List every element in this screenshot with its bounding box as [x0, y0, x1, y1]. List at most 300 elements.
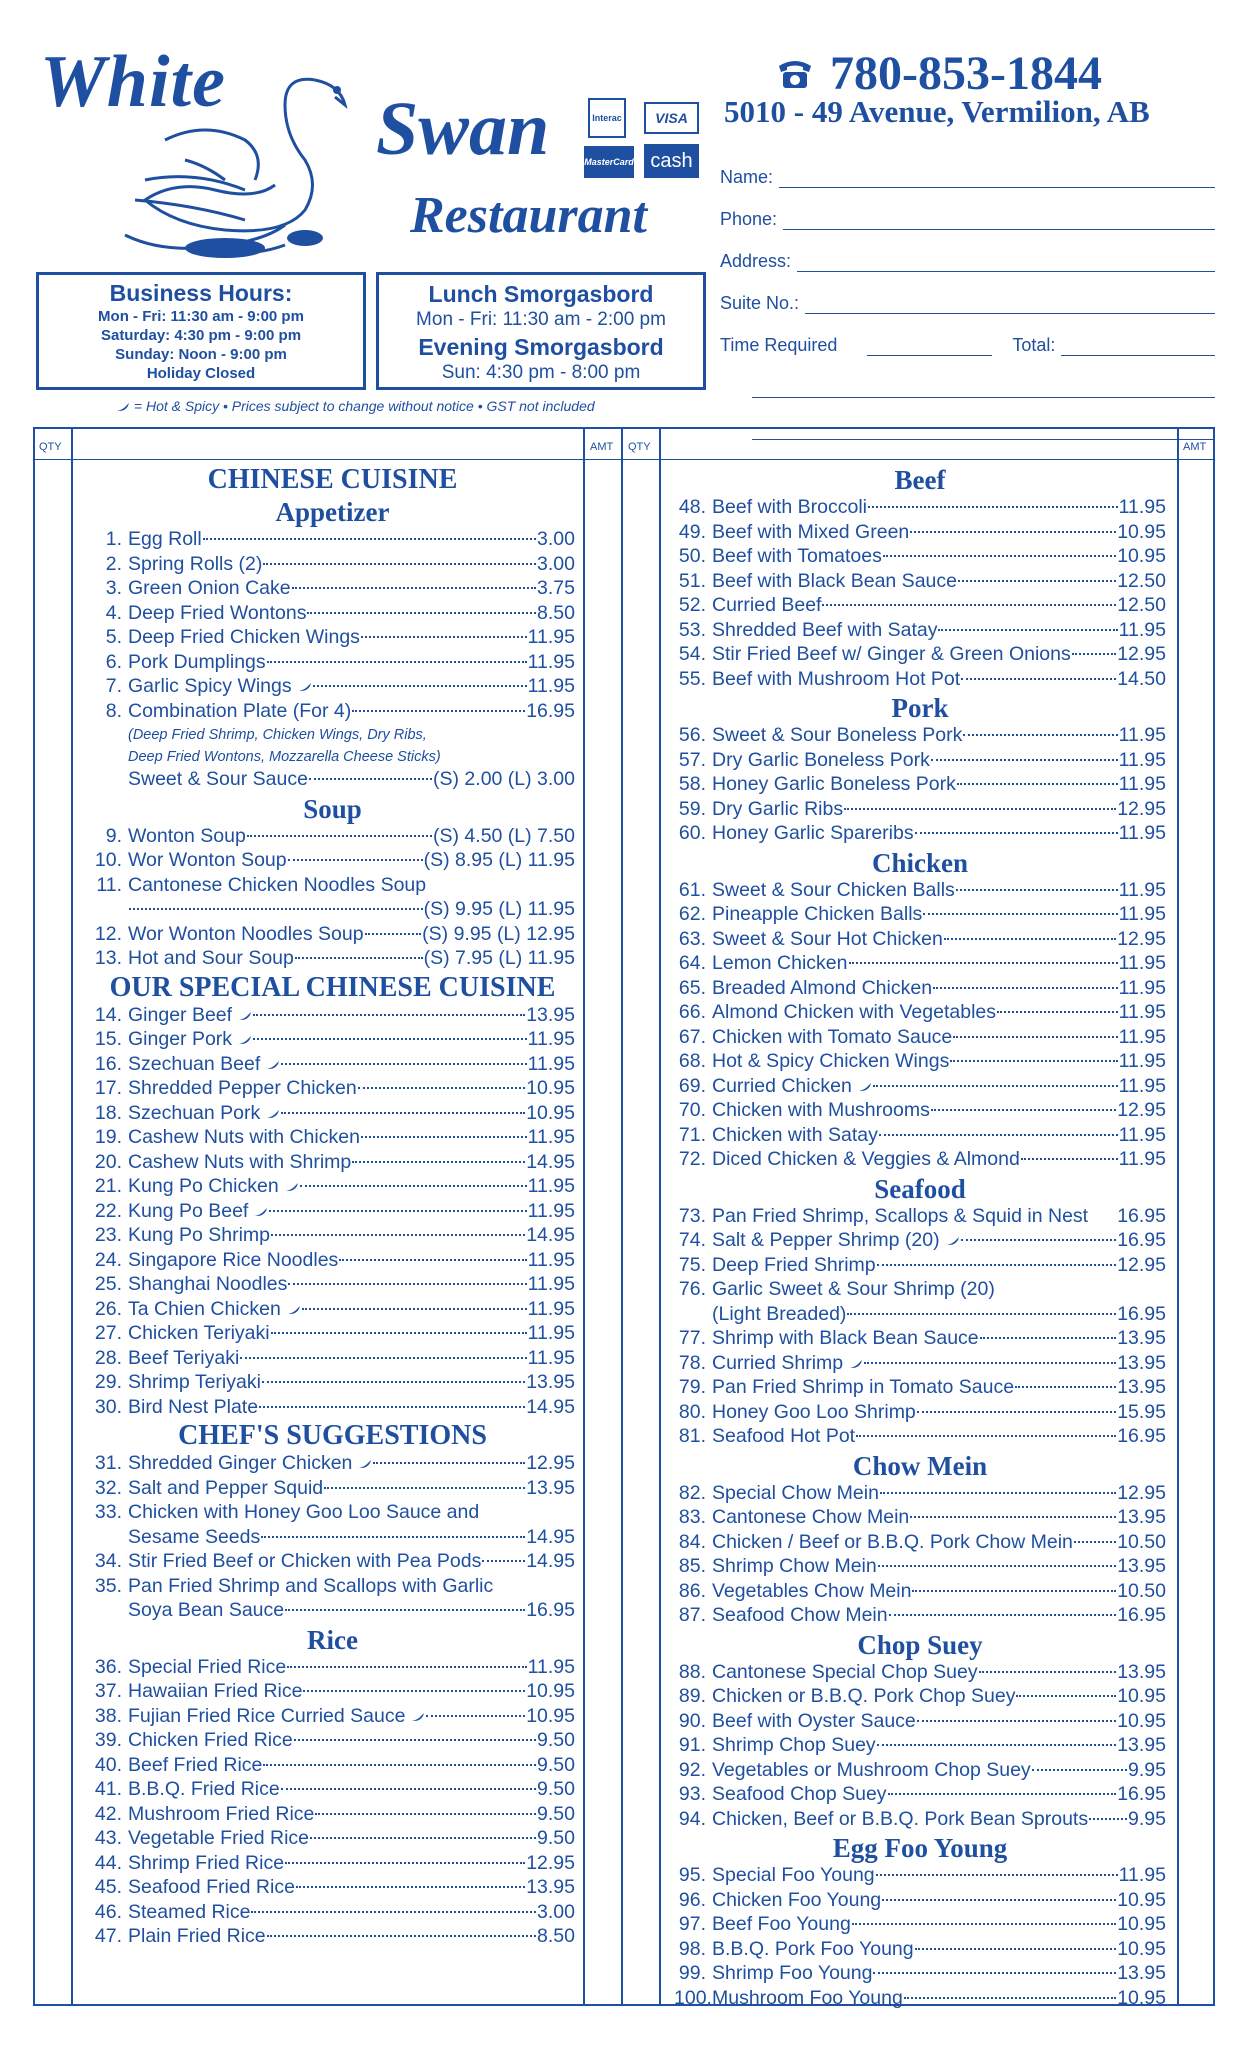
menu-item[interactable] [674, 1710, 1166, 1735]
item-number: 11. [96, 873, 122, 896]
menu-item[interactable] [674, 1604, 1166, 1629]
item-name: B.B.Q. Fried Rice [128, 1778, 280, 1800]
item-price: 12.50 [1117, 569, 1166, 592]
chili-pepper-icon [409, 1712, 425, 1722]
item-price: 11.95 [527, 1248, 575, 1271]
item-price: 3.00 [537, 528, 575, 550]
dot-leader [1021, 1158, 1118, 1160]
menu-item[interactable] [90, 1200, 575, 1225]
menu-item[interactable] [674, 521, 1166, 546]
item-name: Chicken with Tomato Sauce [712, 1025, 953, 1048]
item-price: 12.95 [526, 1452, 575, 1474]
menu-item[interactable] [90, 1452, 575, 1477]
menu-item[interactable] [674, 1506, 1166, 1531]
address-field[interactable] [797, 258, 1215, 272]
name-field[interactable] [779, 174, 1215, 188]
form-row-name [720, 146, 1215, 188]
item-name: Curried Shrimp [712, 1351, 844, 1374]
menu-item[interactable] [674, 1026, 1166, 1051]
menu-item[interactable] [90, 1004, 575, 1029]
dot-leader [203, 538, 536, 540]
dot-leader [888, 1793, 1117, 1795]
payment-methods [580, 98, 700, 178]
dot-leader [856, 1435, 1116, 1437]
dot-leader [240, 1357, 526, 1359]
menu-item[interactable] [674, 1531, 1166, 1556]
item-price: 9.50 [537, 1729, 575, 1751]
item-name: Bird Nest Plate [128, 1395, 259, 1418]
dot-leader [997, 1011, 1118, 1013]
item-name: Chicken, Beef or B.B.Q. Pork Bean Sprouts [712, 1807, 1089, 1830]
item-price: 9.50 [537, 1778, 575, 1800]
menu-item[interactable] [90, 768, 575, 793]
menu-item[interactable] [674, 1303, 1166, 1328]
menu-item[interactable] [90, 1077, 575, 1102]
menu-item[interactable] [90, 849, 575, 874]
menu-item[interactable] [674, 952, 1166, 977]
dot-leader [957, 783, 1118, 785]
item-name: Combination Plate (For 4) [128, 699, 352, 722]
item-price: 10.95 [1117, 1937, 1166, 1960]
item-price: 13.95 [526, 1371, 575, 1393]
dot-leader [288, 859, 423, 861]
menu-item[interactable] [90, 1876, 575, 1901]
menu-item[interactable] [674, 1376, 1166, 1401]
item-name: Beef with Mushroom Hot Pot [712, 667, 961, 690]
item-number: 96. [678, 1888, 706, 1911]
menu-item[interactable] [674, 928, 1166, 953]
menu-item[interactable] [674, 1352, 1166, 1377]
item-number: 62. [678, 903, 706, 925]
item-number: 100. [674, 1986, 712, 2009]
menu-item[interactable] [90, 675, 575, 700]
swan-logo-icon [105, 60, 375, 265]
dot-leader [339, 1259, 526, 1261]
form-row-time-total [720, 314, 1215, 356]
dot-leader [263, 563, 536, 565]
menu-item[interactable] [674, 1482, 1166, 1507]
item-price: 11.95 [1118, 1123, 1166, 1146]
item-number: 70. [678, 1099, 706, 1121]
menu-item[interactable] [674, 822, 1166, 847]
item-name: Hot & Spicy Chicken Wings [712, 1050, 950, 1072]
menu-item[interactable] [674, 1938, 1166, 1963]
menu-item[interactable] [674, 1759, 1166, 1784]
menu-item[interactable] [674, 1075, 1166, 1100]
menu-item[interactable] [674, 773, 1166, 798]
cash-icon: cash [644, 144, 699, 178]
menu-item[interactable] [90, 825, 575, 850]
menu-item[interactable] [90, 1656, 575, 1681]
item-name: Ta Chien Chicken [128, 1297, 281, 1320]
menu-item[interactable] [674, 1327, 1166, 1352]
menu-notes [110, 398, 595, 414]
menu-item[interactable] [674, 1685, 1166, 1710]
dot-leader [262, 1381, 525, 1383]
dot-leader [958, 580, 1116, 582]
menu-item[interactable] [90, 1550, 575, 1575]
dot-leader [931, 759, 1118, 761]
dot-leader [300, 1185, 527, 1187]
menu-item[interactable] [90, 1705, 575, 1730]
menu-item[interactable] [674, 570, 1166, 595]
item-price: 11.95 [527, 1199, 575, 1222]
item-name: Szechuan Pork [128, 1101, 261, 1124]
item-number: 82. [678, 1481, 706, 1504]
dot-leader [915, 1948, 1117, 1950]
menu-item[interactable] [90, 1126, 575, 1151]
item-price: 10.95 [1117, 545, 1166, 567]
dot-leader [878, 1565, 1116, 1567]
menu-item[interactable] [674, 1962, 1166, 1987]
hours-saturday: Saturday: 4:30 pm - 9:00 pm [100, 327, 302, 344]
item-name: Honey Garlic Boneless Pork [712, 773, 956, 795]
menu-item[interactable] [674, 1808, 1166, 1833]
menu-item[interactable] [90, 700, 575, 725]
menu-item[interactable] [674, 619, 1166, 644]
item-number: 81. [678, 1425, 706, 1447]
item-number: 97. [678, 1913, 706, 1935]
form-row-address [720, 230, 1215, 272]
item-name: Stir Fried Beef or Chicken with Pea Pods [128, 1550, 482, 1572]
item-price: 11.95 [1118, 618, 1166, 641]
menu-item[interactable] [90, 1754, 575, 1779]
menu-item[interactable] [90, 1102, 575, 1127]
item-number: 15. [94, 1028, 122, 1050]
item-name: Deep Fried Wontons [128, 601, 307, 624]
menu-item[interactable] [90, 626, 575, 651]
menu-item[interactable] [674, 1401, 1166, 1426]
dot-leader [883, 555, 1116, 557]
menu-item[interactable] [674, 1734, 1166, 1759]
visa-icon: VISA [644, 102, 699, 134]
item-number: 21. [94, 1175, 122, 1197]
menu-item[interactable] [90, 602, 575, 627]
item-name: Szechuan Beef [128, 1052, 261, 1075]
dot-leader [263, 1764, 536, 1766]
dot-leader [933, 987, 1118, 989]
menu-item[interactable] [90, 1575, 575, 1600]
menu-item[interactable] [90, 1827, 575, 1852]
item-price: 11.95 [527, 1655, 575, 1678]
section-title: OUR SPECIAL CHINESE CUISINE [109, 971, 556, 1003]
item-name: Plain Fried Rice [128, 1925, 266, 1947]
dot-leader [1015, 1386, 1116, 1388]
item-name: Hawaiian Fried Rice [128, 1680, 303, 1702]
menu-notes-text: = Hot & Spicy • Prices subject to change without notice • GST not included [133, 398, 595, 414]
item-number: 92. [678, 1758, 706, 1781]
suite-field[interactable] [805, 300, 1215, 314]
item-price: 9.95 [1128, 1807, 1166, 1830]
menu-item[interactable] [90, 1249, 575, 1274]
item-price: 11.95 [1118, 822, 1166, 844]
item-number: 23. [94, 1224, 122, 1246]
menu-item[interactable] [674, 1661, 1166, 1686]
menu-item[interactable] [90, 1925, 575, 1950]
time-field[interactable] [867, 342, 992, 356]
item-number: 35. [94, 1574, 122, 1597]
menu-item[interactable] [674, 1050, 1166, 1075]
dot-leader [822, 604, 1116, 606]
menu-item[interactable] [674, 1889, 1166, 1914]
dot-leader [849, 962, 1118, 964]
menu-item[interactable] [90, 1347, 575, 1372]
menu-item[interactable] [90, 1322, 575, 1347]
menu-item[interactable] [90, 1053, 575, 1078]
item-number: 43. [94, 1827, 122, 1849]
item-price: 13.95 [1117, 1351, 1166, 1374]
item-name: Pan Fried Shrimp, Scallops & Squid in Nest [712, 1204, 1089, 1227]
menu-item[interactable] [90, 528, 575, 553]
menu-item[interactable] [674, 1254, 1166, 1279]
item-name: Pan Fried Shrimp in Tomato Sauce [712, 1376, 1015, 1398]
item-name: Almond Chicken with Vegetables [712, 1001, 996, 1023]
dot-leader [915, 832, 1118, 834]
menu-item[interactable] [90, 553, 575, 578]
dot-leader [358, 1087, 525, 1089]
dot-leader [864, 1362, 1116, 1364]
item-name: Chicken with Mushrooms [712, 1099, 930, 1121]
item-name: Chicken with Satay [712, 1123, 878, 1146]
chili-pepper-icon [285, 1305, 301, 1315]
dot-leader [938, 629, 1117, 631]
item-price: 9.50 [537, 1753, 575, 1776]
item-number: 31. [94, 1452, 122, 1474]
menu-item[interactable] [90, 1501, 575, 1526]
item-number: 53. [678, 618, 706, 641]
item-price: 11.95 [527, 1322, 575, 1344]
dot-leader [267, 1935, 536, 1937]
menu-item[interactable] [90, 947, 575, 972]
item-price: 8.50 [537, 1925, 575, 1947]
menu-item[interactable] [674, 1148, 1166, 1173]
menu-item[interactable] [90, 1298, 575, 1323]
item-price: 10.95 [1117, 1986, 1166, 2009]
item-number: 76. [678, 1278, 706, 1300]
chili-pepper-icon [264, 1060, 280, 1070]
item-price: 11.95 [527, 1297, 575, 1320]
menu-item[interactable] [674, 1001, 1166, 1026]
item-name: Deep Fried Shrimp [712, 1253, 876, 1276]
menu-item[interactable] [674, 1580, 1166, 1605]
menu-item[interactable] [674, 1205, 1166, 1230]
phone-number: 780-853-1844 [830, 47, 1102, 100]
item-name: Fujian Fried Rice Curried Sauce [128, 1704, 406, 1727]
total-field[interactable] [1061, 342, 1215, 356]
menu-item[interactable] [674, 1783, 1166, 1808]
menu-item[interactable] [674, 1278, 1166, 1303]
dot-leader [365, 933, 422, 935]
menu-item[interactable] [674, 643, 1166, 668]
item-price: 3.00 [537, 552, 575, 575]
section-title: Egg Foo Young [832, 1833, 1008, 1863]
menu-item[interactable] [674, 1913, 1166, 1938]
item-number: 24. [94, 1248, 122, 1271]
item-number: 74. [678, 1229, 706, 1251]
item-name: Cantonese Chow Mein [712, 1506, 910, 1528]
item-name: Beef with Oyster Sauce [712, 1709, 916, 1732]
phone-label: Phone: [720, 209, 778, 229]
menu-item[interactable] [674, 903, 1166, 928]
chili-pepper-icon [264, 1109, 280, 1119]
business-hours-title: Business Hours: [109, 280, 293, 306]
item-number: 77. [678, 1327, 706, 1349]
menu-item[interactable] [90, 1599, 575, 1624]
item-price: 10.95 [526, 1704, 575, 1727]
item-name: Chicken or B.B.Q. Pork Chop Suey [712, 1685, 1016, 1707]
item-number: 2. [105, 552, 122, 575]
item-number: 60. [678, 822, 706, 844]
item-name: Spring Rolls (2) [128, 552, 263, 575]
dot-leader [1074, 1541, 1116, 1543]
item-number: 84. [678, 1530, 706, 1553]
menu-item[interactable] [90, 1526, 575, 1551]
item-number: 48. [678, 496, 706, 518]
chili-pepper-icon [252, 1207, 268, 1217]
menu-item[interactable] [90, 1028, 575, 1053]
menu-item[interactable] [90, 1680, 575, 1705]
dot-leader [285, 1609, 525, 1611]
menu-item[interactable] [674, 545, 1166, 570]
dot-leader [1089, 1818, 1127, 1820]
qty-header-right: QTY [628, 441, 651, 453]
item-name: Shredded Beef with Satay [712, 618, 938, 641]
chili-pepper-icon [856, 1082, 872, 1092]
item-price: 3.00 [537, 1900, 575, 1923]
dot-leader [847, 1313, 1116, 1315]
item-price: (S) 2.00 (L) 3.00 [433, 768, 575, 790]
item-price: 11.95 [527, 1273, 575, 1295]
item-name: Kung Po Beef [128, 1199, 249, 1222]
menu-item[interactable] [90, 1371, 575, 1396]
phone-field[interactable] [783, 216, 1215, 230]
section-title: CHEF'S SUGGESTIONS [178, 1420, 487, 1451]
item-number: 12. [94, 922, 122, 945]
item-number: 28. [94, 1346, 122, 1369]
menu-item[interactable] [674, 749, 1166, 774]
extra-field-1[interactable] [752, 384, 1215, 398]
dot-leader [961, 1239, 1117, 1241]
dot-leader [879, 1134, 1118, 1136]
menu-item[interactable] [674, 1987, 1166, 2012]
menu-item[interactable] [90, 1852, 575, 1877]
menu-item[interactable] [90, 874, 575, 899]
dot-leader [1032, 1769, 1127, 1771]
menu-item[interactable] [674, 879, 1166, 904]
menu-item[interactable] [90, 1778, 575, 1803]
dot-leader [963, 734, 1117, 736]
menu-item[interactable] [674, 724, 1166, 749]
menu-item[interactable] [90, 1901, 575, 1926]
column-divider [621, 429, 623, 2004]
menu-item[interactable] [90, 1151, 575, 1176]
menu-item[interactable] [90, 1396, 575, 1421]
item-number: 47. [94, 1925, 122, 1947]
item-name: Soya Bean Sauce [128, 1599, 285, 1621]
item-name: Kung Po Chicken [128, 1175, 279, 1197]
menu-item[interactable] [90, 1803, 575, 1828]
menu-item[interactable] [90, 577, 575, 602]
menu-item[interactable] [674, 1229, 1166, 1254]
menu-item[interactable] [674, 1124, 1166, 1149]
menu-item[interactable] [674, 1864, 1166, 1889]
menu-item[interactable] [674, 668, 1166, 693]
dot-leader [261, 1536, 525, 1538]
menu-item[interactable] [674, 977, 1166, 1002]
dot-leader [917, 1411, 1116, 1413]
menu-item[interactable] [90, 923, 575, 948]
header-rule [35, 459, 1213, 460]
menu-item[interactable] [90, 1729, 575, 1754]
menu-item[interactable] [90, 898, 575, 923]
dot-leader [294, 1739, 536, 1741]
item-number: 14. [94, 1003, 122, 1026]
item-name: Hot and Sour Soup [128, 947, 294, 969]
item-number: 29. [94, 1371, 122, 1393]
item-number: 50. [678, 545, 706, 567]
mastercard-icon: MasterCard [584, 146, 634, 178]
evening-smorgasbord-title: Evening Smorgasbord [418, 334, 664, 360]
item-price: (S) 7.95 (L) 11.95 [423, 947, 575, 969]
dot-leader [281, 1788, 536, 1790]
item-name: (Light Breaded) [712, 1302, 847, 1325]
menu-item[interactable] [674, 1099, 1166, 1124]
menu-item[interactable] [90, 1175, 575, 1200]
section-title: CHINESE CUISINE [207, 464, 458, 495]
item-price: 14.95 [526, 1224, 575, 1246]
menu-item[interactable] [674, 798, 1166, 823]
item-price: 11.95 [1118, 724, 1166, 746]
item-number: 37. [94, 1680, 122, 1702]
item-number: 80. [678, 1400, 706, 1423]
menu-item[interactable] [90, 1477, 575, 1502]
item-price: 10.95 [1117, 520, 1166, 543]
dot-leader [426, 1715, 525, 1717]
dot-leader [271, 1234, 525, 1236]
dot-leader [873, 1972, 1116, 1974]
menu-item[interactable] [90, 651, 575, 676]
item-name: Beef Teriyaki [128, 1346, 240, 1369]
order-form [720, 146, 1215, 440]
item-number: 38. [94, 1704, 122, 1727]
item-price: 11.95 [527, 626, 575, 648]
amt-divider-left [583, 429, 585, 2004]
section-title: Chicken [871, 847, 969, 878]
item-number: 33. [94, 1501, 122, 1523]
item-price: 13.95 [1117, 1376, 1166, 1398]
menu-item[interactable] [674, 594, 1166, 619]
menu-item[interactable] [674, 496, 1166, 521]
dot-leader [253, 1038, 527, 1040]
item-number: 59. [678, 797, 706, 820]
item-price: 16.95 [1117, 1302, 1166, 1325]
menu-item[interactable] [674, 1425, 1166, 1450]
item-price: 11.95 [1118, 1074, 1166, 1097]
section-title: Appetizer [275, 497, 390, 527]
dot-leader [979, 1671, 1117, 1673]
item-price: 13.95 [1117, 1327, 1166, 1349]
dot-leader [269, 1210, 526, 1212]
dot-leader [980, 1337, 1117, 1339]
item-price: 11.95 [527, 1346, 575, 1369]
dot-leader [303, 1690, 525, 1692]
menu-item[interactable] [674, 1555, 1166, 1580]
dot-leader [352, 710, 525, 712]
menu-item[interactable] [90, 1224, 575, 1249]
item-price: 10.95 [1117, 1685, 1166, 1707]
menu-item[interactable] [90, 1273, 575, 1298]
dot-leader [1016, 1695, 1116, 1697]
